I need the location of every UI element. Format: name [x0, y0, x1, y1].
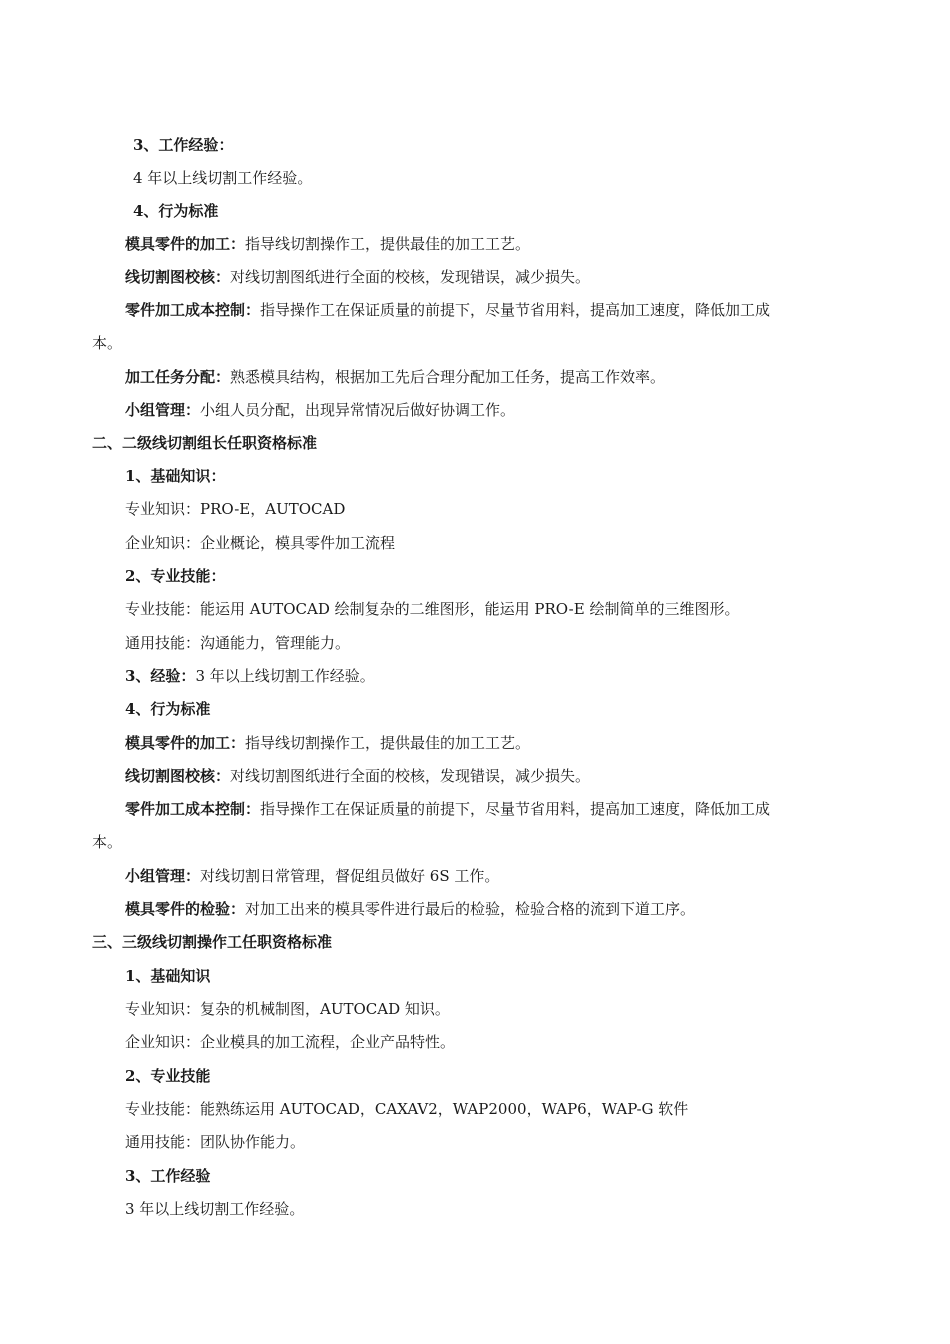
item-task-allocation: [125, 367, 665, 387]
item-drawing-check-2: [125, 766, 590, 786]
item-label: 模具零件的检验：: [125, 900, 246, 918]
item-label: 模具零件的加工：: [125, 734, 246, 752]
item-group-management: [125, 400, 515, 420]
item-cost-control: [125, 300, 770, 320]
heading-behavior-standard: 4、行为标准: [133, 202, 219, 220]
item-cost-control-continuation: 本。: [92, 334, 123, 352]
paragraph-general-skills: 通用技能：沟通能力，管理能力。: [125, 634, 351, 652]
item-part-processing-2: [125, 733, 530, 753]
paragraph-general-skills-3: 通用技能：团队协作能力。: [125, 1133, 306, 1151]
item-cost-control-2-continuation: 本。: [92, 833, 123, 851]
item-group-management-2: [125, 866, 499, 886]
paragraph-work-experience: 4 年以上线切割工作经验。: [133, 169, 313, 187]
item-label: 线切割图校核：: [125, 767, 231, 785]
item-text: 对加工出来的模具零件进行最后的检验，检验合格的流到下道工序。: [245, 900, 696, 918]
item-text: 指导操作工在保证质量的前提下，尽量节省用料，提高加工速度，降低加工成: [260, 800, 771, 818]
item-label: 模具零件的加工：: [125, 235, 246, 253]
item-text: 对线切割日常管理，督促组员做好 6S 工作。: [200, 867, 500, 885]
item-label: 3、经验：: [125, 667, 196, 685]
item-label: 零件加工成本控制：: [125, 800, 261, 818]
heading-work-experience-3: 3、工作经验: [125, 1167, 211, 1185]
heading-basic-knowledge-3: 1、基础知识: [125, 967, 211, 985]
item-label: 小组管理：: [125, 401, 201, 419]
item-label: 线切割图校核：: [125, 268, 231, 286]
paragraph-professional-skills-3: 专业技能：能熟练运用 AUTOCAD，CAXAV2，WAP2000，WAP6，WAP-G 软件: [125, 1100, 689, 1118]
item-text: 小组人员分配，出现异常情况后做好协调工作。: [200, 401, 516, 419]
heading-behavior-standard-2: 4、行为标准: [125, 700, 211, 718]
section-title-level2: 二、二级线切割组长任职资格标准: [92, 434, 318, 452]
item-part-inspection: [125, 899, 695, 919]
paragraph-professional-knowledge-3: 专业知识：复杂的机械制图，AUTOCAD 知识。: [125, 1000, 450, 1018]
item-part-processing: [125, 234, 530, 254]
heading-professional-skills-3: 2、专业技能: [125, 1067, 211, 1085]
paragraph-work-experience-3: 3 年以上线切割工作经验。: [125, 1200, 305, 1218]
paragraph-professional-skills: 专业技能：能运用 AUTOCAD 绘制复杂的二维图形，能运用 PRO-E 绘制简单的三维图形。: [125, 600, 740, 618]
heading-work-experience: 3、工作经验：: [133, 136, 234, 154]
section-title-level3: 三、三级线切割操作工任职资格标准: [92, 933, 333, 951]
item-cost-control-2: [125, 799, 770, 819]
item-label: 加工任务分配：: [125, 368, 231, 386]
paragraph-enterprise-knowledge: 企业知识：企业概论，模具零件加工流程: [125, 534, 396, 552]
item-label: 零件加工成本控制：: [125, 301, 261, 319]
item-drawing-check: [125, 267, 590, 287]
item-text: 对线切割图纸进行全面的校核，发现错误，减少损失。: [230, 767, 591, 785]
heading-professional-skills: 2、专业技能：: [125, 567, 226, 585]
item-label: 小组管理：: [125, 867, 201, 885]
item-text: 指导线切割操作工，提供最佳的加工工艺。: [245, 734, 531, 752]
paragraph-professional-knowledge: 专业知识：PRO-E，AUTOCAD: [125, 500, 346, 518]
item-text: 指导操作工在保证质量的前提下，尽量节省用料，提高加工速度，降低加工成: [260, 301, 771, 319]
item-text: 3 年以上线切割工作经验。: [195, 667, 375, 685]
item-text: 熟悉模具结构，根据加工先后合理分配加工任务，提高工作效率。: [230, 368, 666, 386]
item-text: 指导线切割操作工，提供最佳的加工工艺。: [245, 235, 531, 253]
heading-experience: [125, 666, 375, 686]
paragraph-enterprise-knowledge-3: 企业知识：企业模具的加工流程，企业产品特性。: [125, 1033, 456, 1051]
item-text: 对线切割图纸进行全面的校核，发现错误，减少损失。: [230, 268, 591, 286]
heading-basic-knowledge: 1、基础知识：: [125, 467, 226, 485]
